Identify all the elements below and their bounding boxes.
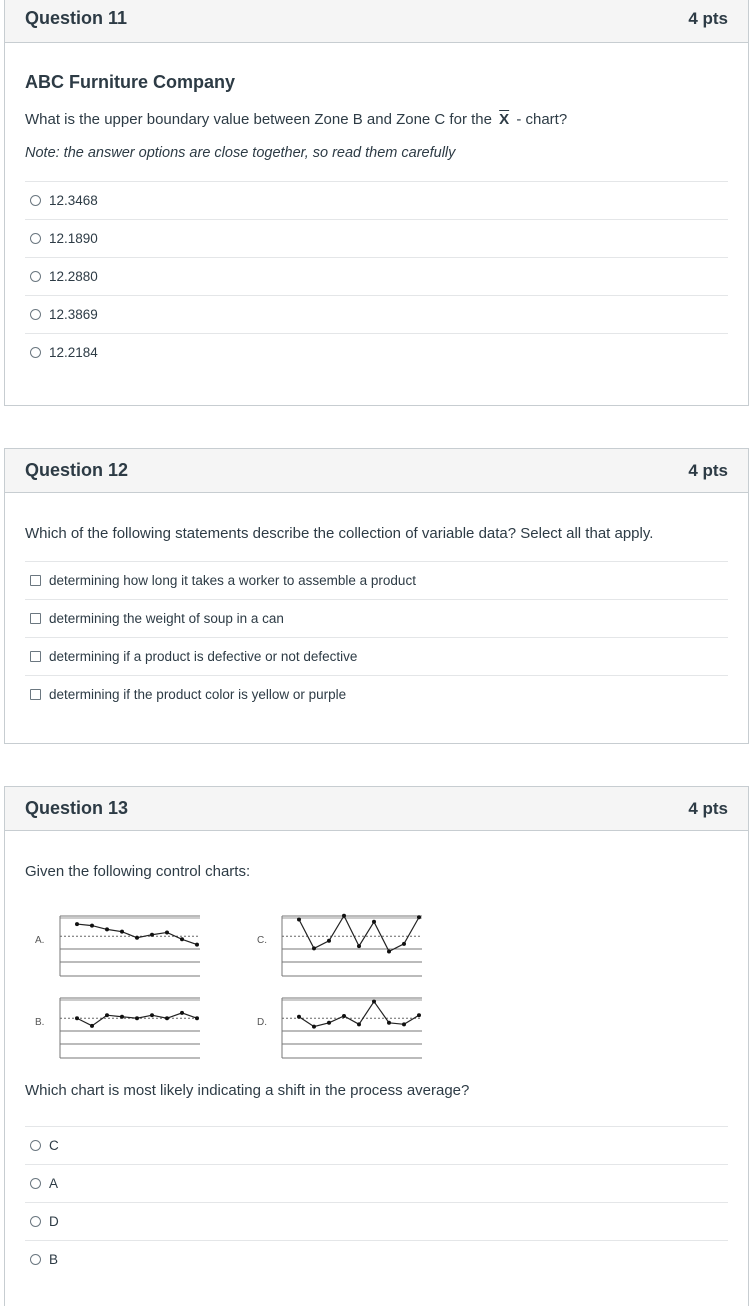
company-name: ABC Furniture Company [25, 72, 236, 92]
answer-option[interactable] [25, 561, 728, 599]
answer-option[interactable] [25, 257, 728, 295]
answer-option[interactable] [25, 637, 728, 675]
answer-list [25, 561, 728, 713]
question-intro: Given the following control charts: [25, 863, 251, 880]
answer-label: determining if a product is defective or not defective [49, 649, 358, 664]
control-chart-b [35, 998, 200, 1058]
answer-option[interactable] [25, 1164, 728, 1202]
answer-option[interactable] [25, 181, 728, 219]
chart-data-point [402, 1022, 406, 1026]
answer-option[interactable] [25, 333, 728, 371]
answer-label: 12.3869 [49, 307, 98, 322]
chart-data-point [120, 1015, 124, 1019]
chart-data-point [90, 924, 94, 928]
chart-data-point [387, 1021, 391, 1025]
chart-series-line [77, 924, 197, 945]
chart-data-point [150, 1013, 154, 1017]
answer-label: A [49, 1176, 59, 1191]
chart-data-point [357, 1022, 361, 1026]
radio-button[interactable] [30, 309, 41, 320]
question-header [5, 787, 748, 831]
answer-option[interactable] [25, 675, 728, 713]
answer-option[interactable] [25, 599, 728, 637]
answer-label: 12.2184 [49, 345, 98, 360]
chart-data-point [342, 1014, 346, 1018]
checkbox[interactable] [30, 575, 41, 586]
x-bar-symbol: $\overline{X}$ [499, 111, 510, 128]
question-header [5, 0, 748, 43]
radio-button[interactable] [30, 195, 41, 206]
prompt-text-end: - chart? [516, 111, 568, 128]
chart-data-point [105, 1013, 109, 1017]
chart-data-point [165, 1016, 169, 1020]
chart-data-point [342, 914, 346, 918]
radio-button[interactable] [30, 347, 41, 358]
chart-data-point [195, 1016, 199, 1020]
question-note: Note: the answer options are close together, so read them carefully [25, 145, 456, 161]
question-11 [4, 0, 749, 406]
chart-data-point [297, 918, 301, 922]
chart-data-point [180, 1011, 184, 1015]
chart-data-point [402, 942, 406, 946]
answer-label: 12.3468 [49, 193, 98, 208]
chart-data-point [165, 930, 169, 934]
answer-label: 12.1890 [49, 231, 98, 246]
question-12 [4, 448, 749, 744]
chart-data-point [297, 1015, 301, 1019]
answer-option[interactable] [25, 1240, 728, 1278]
chart-data-point [327, 939, 331, 943]
question-title: Question 11 [25, 8, 128, 28]
question-points: 4 pts [688, 8, 728, 28]
checkbox[interactable] [30, 613, 41, 624]
answer-option[interactable] [25, 1202, 728, 1240]
control-chart-a [35, 916, 200, 976]
answer-label: 12.2880 [49, 269, 98, 284]
control-chart-d [257, 998, 422, 1058]
chart-data-point [105, 927, 109, 931]
chart-data-point [387, 949, 391, 953]
chart-data-point [75, 922, 79, 926]
chart-data-point [90, 1024, 94, 1028]
control-charts-figure [25, 911, 445, 1066]
chart-data-point [357, 944, 361, 948]
chart-data-point [312, 946, 316, 950]
chart-data-point [417, 915, 421, 919]
question-prompt [25, 111, 728, 128]
chart-label: C. [257, 935, 267, 946]
chart-data-point [180, 937, 184, 941]
answer-label: determining if the product color is yellow or purple [49, 687, 347, 702]
answer-label: determining how long it takes a worker to assemble a product [49, 573, 416, 588]
question-points: 4 pts [688, 798, 728, 818]
answer-option[interactable] [25, 295, 728, 333]
radio-button[interactable] [30, 233, 41, 244]
answer-list [25, 1126, 728, 1278]
chart-label: B. [35, 1017, 45, 1028]
question-header [5, 449, 748, 493]
control-chart-c [257, 914, 422, 976]
answer-list [25, 181, 728, 371]
question-13 [4, 786, 749, 1306]
radio-button[interactable] [30, 271, 41, 282]
answer-option[interactable] [25, 1126, 728, 1164]
prompt-text: What is the upper boundary value between Zone B and Zone C for the [25, 111, 492, 128]
radio-button[interactable] [30, 1140, 41, 1151]
answer-label: B [49, 1252, 59, 1267]
chart-data-point [195, 943, 199, 947]
radio-button[interactable] [30, 1254, 41, 1265]
answer-label: determining the weight of soup in a can [49, 611, 284, 626]
answer-label: D [49, 1214, 59, 1229]
question-title: Question 13 [25, 798, 129, 818]
answer-label: C [49, 1138, 59, 1153]
question-title: Question 12 [25, 460, 129, 480]
chart-data-point [150, 933, 154, 937]
question-prompt: Which chart is most likely indicating a shift in the process average? [25, 1082, 470, 1099]
checkbox[interactable] [30, 651, 41, 662]
chart-data-point [135, 1016, 139, 1020]
chart-data-point [135, 936, 139, 940]
chart-data-point [75, 1016, 79, 1020]
chart-data-point [327, 1021, 331, 1025]
chart-data-point [417, 1013, 421, 1017]
chart-label: D. [257, 1017, 267, 1028]
answer-option[interactable] [25, 219, 728, 257]
radio-button[interactable] [30, 1178, 41, 1189]
chart-data-point [372, 920, 376, 924]
question-points: 4 pts [688, 460, 728, 480]
checkbox[interactable] [30, 689, 41, 700]
question-prompt: Which of the following statements describe the collection of variable data? Select all that apply. [25, 525, 654, 542]
chart-data-point [120, 930, 124, 934]
chart-data-point [372, 1000, 376, 1004]
chart-label: A. [35, 935, 45, 946]
chart-data-point [312, 1025, 316, 1029]
radio-button[interactable] [30, 1216, 41, 1227]
